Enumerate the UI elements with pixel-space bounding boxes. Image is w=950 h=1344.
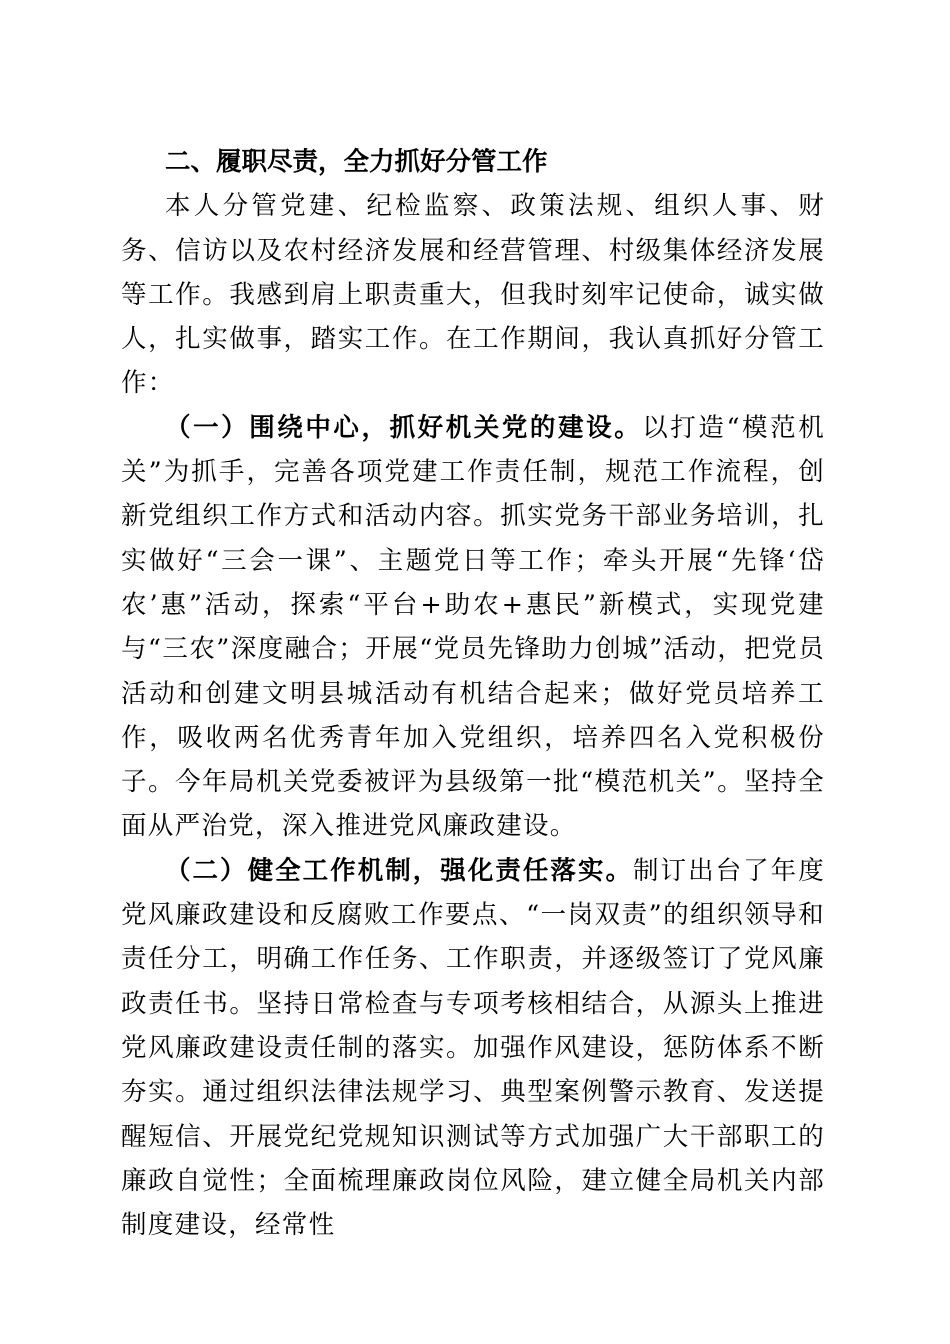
item-2-body: 制订出台了年度党风廉政建设和反腐败工作要点、“一岗双责”的组织领导和责任分工，明确工作任务、工作职责，并逐级签订了党风廉政责任书。坚持日常检查与专项考核相结合，从源头上推进党风廉政建设责任制的落实。加强作风建设，惩防体系不断夯实。通过组织法律法规学习、典型案例警示教育、发送提醒短信、开展党纪党规知识测试等方式加强广大干部职工的廉政自觉性；全面梳理廉政岗位风险，建立健全局机关内部制度建设，经常性 (121, 855, 825, 1241)
item-2-lead: （二）健全工作机制，强化责任落实。 (165, 855, 634, 886)
item-2-paragraph (121, 849, 825, 1248)
item-1-body: 以打造“模范机关”为抓手，完善各项党建工作责任制，规范工作流程，创新党组织工作方式和活动内容。抓实党务干部业务培训，扎实做好“三会一课”、主题党日等工作；牵头开展“先锋‘岱农’惠”活动，探索“平台+助农+惠民”新模式，实现党建与“三农”深度融合；开展“党员先锋助力创城”活动，把党员活动和创建文明县城活动有机结合起来；做好党员培养工作，吸收两名优秀青年加入党组织，培养四名入党积极份子。今年局机关党委被评为县级第一批“模范机关”。坚持全面从严治党，深入推进党风廉政建设。 (121, 412, 826, 842)
item-1-paragraph (121, 406, 825, 849)
intro-paragraph: 本人分管党建、纪检监察、政策法规、组织人事、财务、信访以及农村经济发展和经营管理、村级集体经济发展等工作。我感到肩上职责重大，但我时刻牢记使命，诚实做人，扎实做事，踏实工作。在工作期间，我认真抓好分管工作： (121, 191, 825, 399)
document-page (121, 140, 825, 1247)
section-heading: 二、履职尽责，全力抓好分管工作 (165, 147, 548, 177)
item-1-lead: （一）围绕中心，抓好机关党的建设。 (165, 412, 643, 443)
